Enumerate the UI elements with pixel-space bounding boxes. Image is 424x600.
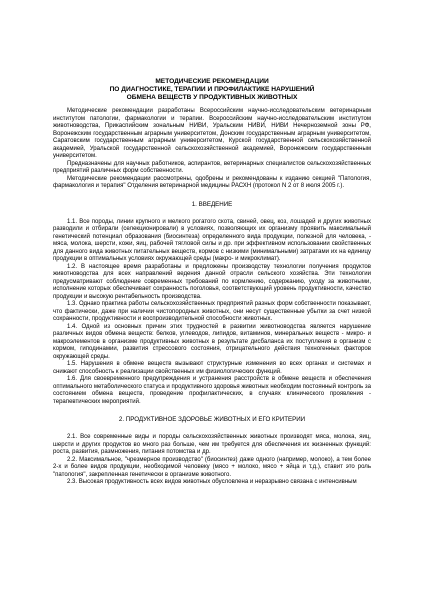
body-paragraph: 2.1. Все современные виды и породы сельскохозяйственных животных производят мяса, молока, яиц, шерсти и других продуктов во много раз больше, чем им требуется для обеспечения их жизненных функций: роста, развития, размножения, питания потомства и др. — [53, 434, 371, 455]
document-page — [53, 78, 371, 487]
body-paragraph: 1.6. Для своевременного предупреждения и устранения расстройств в обмене веществ и обеспечения оптимального метаболического статуса и продуктивного здоровья животных необходим постоянный контроль за состоянием обмена веществ, проведение профилактических, в случаях клинического проявления - терапевтических мероприятий. — [53, 376, 371, 405]
document-title — [53, 78, 371, 102]
section-heading: 2. ПРОДУКТИВНОЕ ЗДОРОВЬЕ ЖИВОТНЫХ И ЕГО КРИТЕРИИ — [118, 416, 306, 423]
title-line: ПО ДИАГНОСТИКЕ, ТЕРАПИИ И ПРОФИЛАКТИКЕ НАРУШЕНИЙ — [109, 86, 315, 93]
body-paragraph: 2.2. Максимальное, "чрезмерное производство" (биосинтез) даже одного (например, молоко), а тем более 2-х и более видов продукции, необходимой человеку (мясо + молоко, мясо + яйца и т.д.), ставит это роль "патология", закрепленная генетически в организме животного. — [53, 456, 371, 478]
body-paragraph: 1.2. В настоящее время разработаны и предложены производству технологии получения продуктов животноводства для всех направлений ведения данной отрасли сельского хозяйства. Эти технологии предусматривают соблюдение современных требований по кормлению, содержанию, уходу за животными, исполнение которых обеспечивает сохранность поголовья, соответствующий уровень продуктивности, качество продукции и высокую рентабельность производства. — [53, 263, 371, 300]
intro-paragraph: Методические рекомендации разработаны Всероссийским научно-исследовательским ветеринарным институтом патологии, фармакологии и терапии. Всероссийским научно-исследовательским институтом животноводства, Прикаспийским зональным НИВИ, Уральским НИВИ, НИВИ Нечерноземной зоны РФ, Воронежским государственным аграрным университетом, Донским государственным аграрным университетом, Саратовским государственным аграрным университетом, Курской государственной сельскохозяйственной академией, Уральской государственной сельскохозяйственной академией, Воронежским государственным университетом. — [53, 108, 371, 159]
title-line: МЕТОДИЧЕСКИЕ РЕКОМЕНДАЦИИ — [155, 78, 269, 85]
section-heading: 1. ВВЕДЕНИЕ — [191, 200, 233, 208]
body-paragraph: 1.3. Однако практика работы сельскохозяйственных предприятий разных форм собственности показывает, что фактически, даже при наличии чистопородных животных, они несут существенные убытки за счет низкой сохранности, продуктивности и воспроизводительной способности животных. — [53, 301, 371, 322]
body-paragraph: 1.4. Одной из основных причин этих трудностей в развитии животноводства является нарушение различных видов обмена веществ: белков, углеводов, липидов, витаминов, минеральных веществ - микро- и макроэлементов в организме продуктивных животных в результате дисбаланса их поступления в организм с кормом, гиподинамии, развития стрессового состояния, отрицательного действия техногенных факторов окружающей среды. — [53, 323, 371, 360]
title-line: ОБМЕНА ВЕЩЕСТВ У ПРОДУКТИВНЫХ ЖИВОТНЫХ — [126, 94, 298, 101]
body-paragraph: 2.3. Высокая продуктивность всех видов животных обусловлена и неразрывно связана с интенсивным — [67, 479, 357, 485]
intro-paragraph: Предназначены для научных работников, аспирантов, ветеринарных специалистов сельскохозяйственных предприятий различных форм собственности. — [53, 160, 371, 174]
intro-paragraph: Методические рекомендации рассмотрены, одобрены и рекомендованы к изданию секцией "Патология, фармакология и терапия" Отделения ветеринарной медицины РАСХН (протокол N 2 от 8 июля 2005 г.). — [53, 175, 371, 189]
body-paragraph: 1.5. Нарушения в обмене веществ вызывают структурные изменения во всех органах и системах и снижают способность к реализации свойственных им физиологических функций. — [53, 361, 371, 375]
body-paragraph: 1.1. Все породы, линии крупного и мелкого рогатого скота, свиней, овец, коз, лошадей и других животных разводили и отбирали (селекционировали) в условиях, позволяющих их организму проявить максимальный генетический потенциал образования (биосинтеза) определенного вида продукции, полезной для человека, - мяса, молока, шерсти, кожи, яиц, рабочей тягловой силы и др. при эффективном использовании свойственных для данного вида животных питательных веществ, кормов с низкими (минимальными) затратами их на единицу продукции в оптимальных условиях окружающей среды (макро- и микроклимат). — [53, 218, 371, 262]
